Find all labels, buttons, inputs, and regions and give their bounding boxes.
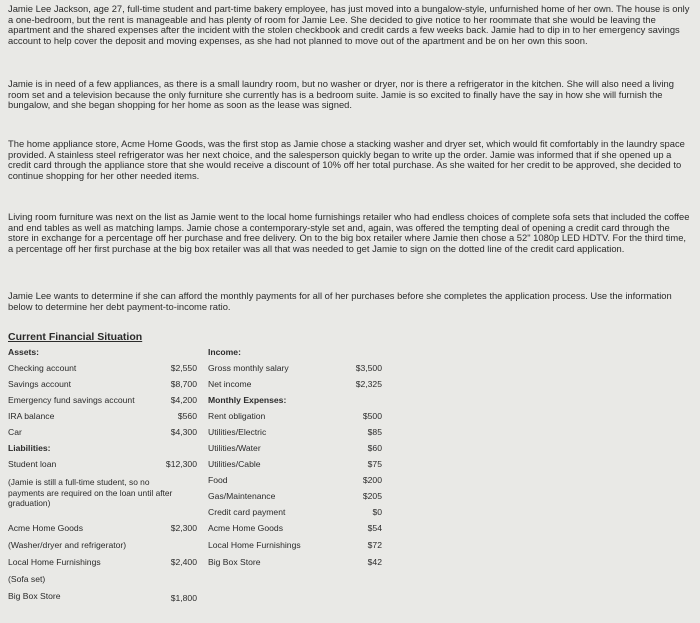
liability-value: $2,400	[170, 557, 197, 567]
expense-label: Credit card payment	[208, 507, 286, 517]
expense-label: Gas/Maintenance	[208, 491, 276, 501]
liability-value: $1,800	[170, 593, 197, 603]
liabilities-label: Liabilities:	[8, 443, 51, 453]
expense-value: $85	[367, 427, 382, 437]
expense-value: $72	[367, 540, 382, 550]
expense-value: $54	[367, 523, 382, 533]
paragraph-intro: Jamie Lee Jackson, age 27, full-time student and part-time bakery employee, has just moved into a bungalow-style, unfurnished home of her own. The house is only a one-bedroom, but the rent is manageable and has plenty of room for Jamie Lee. She decided to give notice to her roommate that she would be leaving the apartment and the shared expenses after the incident with the stolen checkbook and credit cards a few weeks back. Jamie had to dip in to her emergency savings account to help cover the deposit and moving expenses, as she had not planned to move out of the apartment and be on her own this soon.	[8, 3, 690, 46]
liability-note: (Washer/dryer and refrigerator)	[8, 540, 127, 550]
expense-value: $500	[362, 411, 382, 421]
income-item-label: Net income	[208, 379, 252, 389]
income-item-value: $2,325	[355, 379, 382, 389]
expense-label: Utilities/Electric	[208, 427, 267, 437]
income-item-value: $3,500	[355, 363, 382, 373]
asset-label: Emergency fund savings account	[8, 395, 135, 405]
paragraph-task: Jamie Lee wants to determine if she can afford the monthly payments for all of her purchases before she completes the application process. Use the information below to determine her debt payment-to-income ratio.	[8, 290, 672, 312]
expense-value: $75	[367, 459, 382, 469]
expense-value: $0	[372, 507, 382, 517]
paragraph-appliances-needed: Jamie is in need of a few appliances, as there is a small laundry room, but no washer or dryer, nor is there a refrigerator in the kitchen. She will also need a living room set and a television because the only furniture she currently has is a bedroom suite. Jamie is so excited to finally have the say in how she will furnish the bungalow, and she began shopping for her home as soon as the lease was signed.	[8, 78, 674, 111]
liability-label: Big Box Store	[8, 591, 61, 601]
expense-label: Food	[208, 475, 228, 485]
liability-label: Local Home Furnishings	[8, 557, 101, 567]
liability-value: $12,300	[165, 459, 197, 469]
expense-label: Local Home Furnishings	[208, 540, 301, 550]
expense-value: $42	[367, 557, 382, 567]
asset-value: $2,550	[170, 363, 197, 373]
asset-value: $4,300	[170, 427, 197, 437]
monthly-expenses-label: Monthly Expenses:	[208, 395, 287, 405]
assets-label: Assets:	[8, 347, 40, 357]
liability-note: (Sofa set)	[8, 574, 46, 584]
income-item-label: Gross monthly salary	[208, 363, 289, 373]
liability-value: $2,300	[170, 523, 197, 533]
expense-label: Utilities/Cable	[208, 459, 261, 469]
expense-label: Big Box Store	[208, 557, 261, 567]
expense-label: Utilities/Water	[208, 443, 261, 453]
income-label: Income:	[208, 347, 241, 357]
liability-label: Student loan	[8, 459, 57, 469]
paragraph-acme-home-goods: The home appliance store, Acme Home Goods, was the first stop as Jamie chose a stacking washer and dryer set, which would fit comfortably in the laundry space provided. A stainless steel refrigerator was her next choice, and the salesperson quickly began to write up the order. Jamie was informed that if she opened up a credit card through the appliance store that she would receive a discount of 10% off her total purchase. As she waited for her credit to be approved, she decided to continue shopping for her other needed items.	[8, 138, 685, 181]
asset-label: Car	[8, 427, 22, 437]
expense-value: $200	[362, 475, 382, 485]
expense-label: Rent obligation	[208, 411, 266, 421]
financial-situation-heading: Current Financial Situation	[8, 331, 143, 343]
asset-label: IRA balance	[8, 411, 55, 421]
asset-value: $8,700	[170, 379, 197, 389]
liability-label: Acme Home Goods	[8, 523, 83, 533]
asset-label: Checking account	[8, 363, 77, 373]
asset-value: $4,200	[170, 395, 197, 405]
expense-value: $60	[367, 443, 382, 453]
asset-value: $560	[177, 411, 197, 421]
asset-label: Savings account	[8, 379, 72, 389]
paragraph-living-room: Living room furniture was next on the list as Jamie went to the local home furnishings retailer who had endless choices of complete sofa sets that included the coffee and end tables as well as matching lamps. Jamie chose a contemporary-style set and, again, was offered the tempting deal of opening a credit card through the store in exchange for a percentage off her purchase and free delivery. On to the big box retailer where Jamie then chose a 52" 1080p LED HDTV. For the third time, a percentage off her first purchase at the big box retailer was all that was needed to get Jamie to sign on the dotted line of the credit card application.	[8, 211, 690, 254]
student-loan-note: (Jamie is still a full-time student, so no payments are required on the loan until after graduation)	[8, 477, 173, 508]
expense-label: Acme Home Goods	[208, 523, 283, 533]
expense-value: $205	[362, 491, 382, 501]
